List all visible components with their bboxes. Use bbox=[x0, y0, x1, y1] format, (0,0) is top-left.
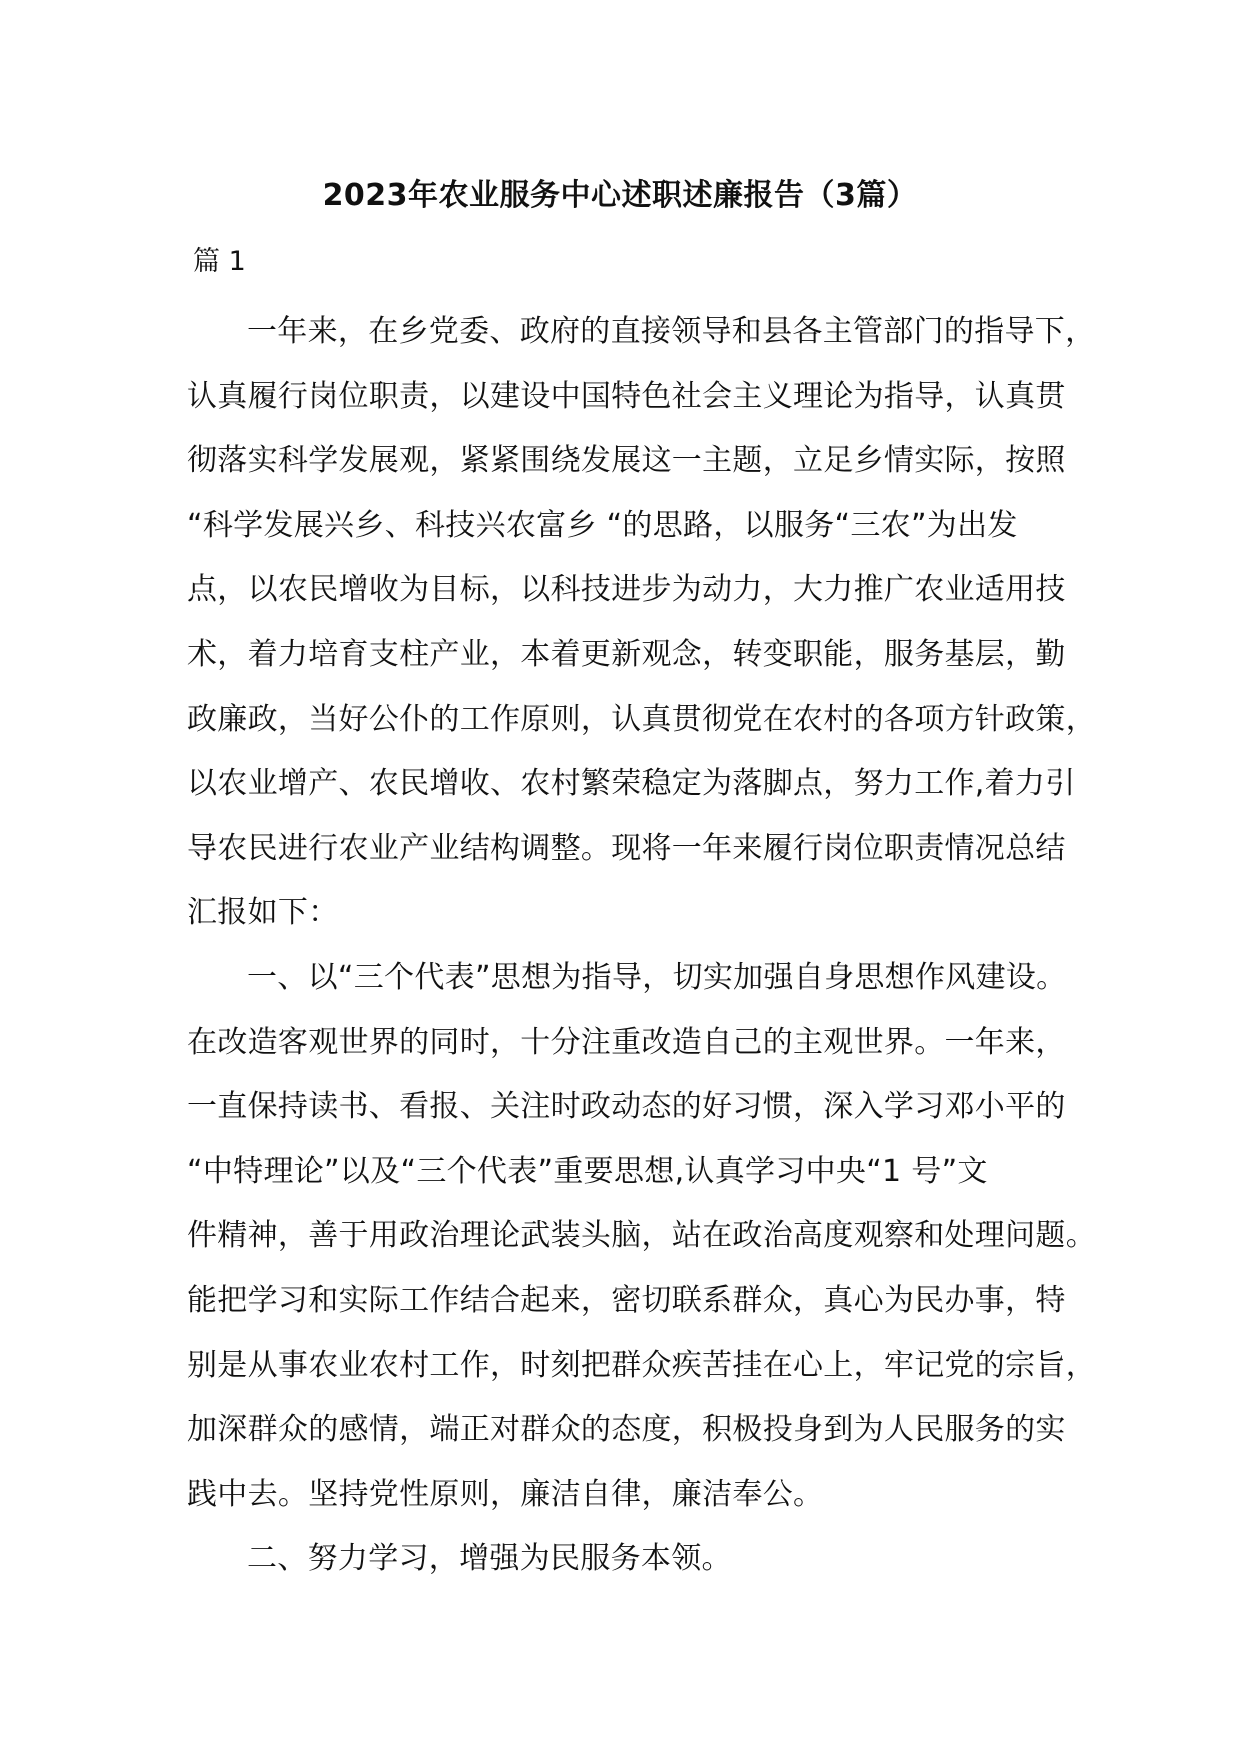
paragraph-line: 政廉政，当好公仆的工作原则，认真贯彻党在农村的各项方针政策， bbox=[187, 701, 1096, 737]
section-heading-2: 二、努力学习，增强为民服务本领。 bbox=[247, 1541, 732, 1577]
paragraph-line: 彻落实科学发展观，紧紧围绕发展这一主题，立足乡情实际，按照 bbox=[187, 443, 1066, 479]
paragraph-line: 一年来，在乡党委、政府的直接领导和县各主管部门的指导下， bbox=[247, 314, 1096, 349]
paragraph-line: 认真履行岗位职责，以建设中国特色社会主义理论为指导，认真贯 bbox=[187, 378, 1066, 414]
paragraph-line: 加深群众的感情，端正对群众的态度，积极投身到为人民服务的实 bbox=[187, 1412, 1066, 1448]
paragraph-line: 别是从事农业农村工作，时刻把群众疾苦挂在心上，牢记党的宗旨， bbox=[187, 1347, 1096, 1383]
section-heading-1: 一、以“三个代表”思想为指导，切实加强自身思想作风建设。 bbox=[247, 959, 1067, 995]
paragraph-line: 践中去。坚持党性原则，廉洁自律，廉洁奉公。 bbox=[187, 1476, 824, 1512]
paragraph-line: 术，着力培育支柱产业，本着更新观念，转变职能，服务基层，勤 bbox=[187, 636, 1066, 672]
paragraph-line: 汇报如下： bbox=[187, 895, 339, 931]
paragraph-line: 导农民进行农业产业结构调整。现将一年来履行岗位职责情况总结 bbox=[187, 830, 1066, 866]
paragraph-line: 件精神，善于用政治理论武装头脑，站在政治高度观察和处理问题。 bbox=[187, 1218, 1096, 1254]
paragraph-line: 能把学习和实际工作结合起来，密切联系群众，真心为民办事，特 bbox=[187, 1282, 1066, 1318]
paragraph-line: 点，以农民增收为目标，以科技进步为动力，大力推广农业适用技 bbox=[187, 572, 1066, 608]
paragraph-line: 在改造客观世界的同时，十分注重改造自己的主观世界。一年来， bbox=[187, 1024, 1066, 1060]
paragraph-line: 以农业增产、农民增收、农村繁荣稳定为落脚点，努力工作,着力引 bbox=[187, 766, 1076, 802]
paragraph-line: “中特理论”以及“三个代表”重要思想,认真学习中央“1 号”文 bbox=[187, 1153, 988, 1189]
document-title: 2023年农业服务中心述职述廉报告（3篇） bbox=[322, 178, 918, 213]
section-label: 篇 1 bbox=[193, 246, 246, 277]
paragraph-line: “科学发展兴乡、科技兴农富乡 “的思路，以服务“三农”为出发 bbox=[187, 507, 1018, 543]
paragraph-line: 一直保持读书、看报、关注时政动态的好习惯，深入学习邓小平的 bbox=[187, 1089, 1066, 1125]
document-body bbox=[187, 300, 1096, 1592]
